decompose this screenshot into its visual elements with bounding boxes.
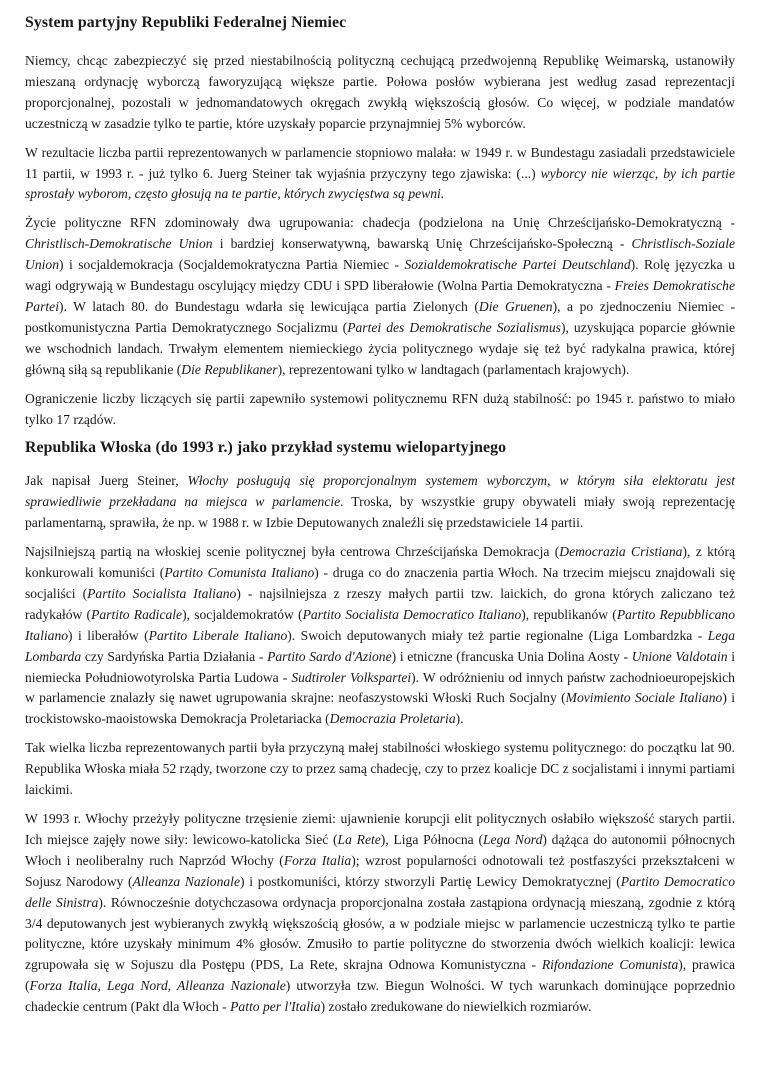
heading-system-partyjny-rfn <box>25 13 735 33</box>
text-run: Partito Comunista Italiano <box>164 565 315 581</box>
para-liczba-partii-bundestag <box>25 143 735 206</box>
text-run: W 1993 r. Włochy przeżyły polityczne trzęsienie ziemi: ujawnienie korupcji elit politycznych osłabiło większość starych partii. Ich miejsce zajęły nowe siły: lewicowo-katolicka Sieć ( <box>25 811 735 847</box>
text-run: Partito Radicale <box>91 606 183 622</box>
para-system-proporcjonalny <box>25 471 735 534</box>
text-run: Freies Demokratische Partei <box>25 278 735 314</box>
text-run: Partei des Demokratische Sozialismus <box>347 319 561 335</box>
text-run: Die Republikaner <box>181 361 278 377</box>
text-run: ). Rolę języczka u wagi odgrywają w Bundestagu oscylujący między CDU i SPD liberałowie (Wolna Partia Demokratyczna - <box>25 257 735 294</box>
text-run: Włochy posługują się proporcjonalnym systemem wyborczym, w którym siła elektoratu jest sprawiedliwie przekładana na miejsca w parlamencie. <box>25 473 735 510</box>
text-run: Christlisch-Demokratische Union <box>25 236 213 252</box>
text-run: ), uzyskująca poparcie głównie we wschodnich landach. Trwałym elementem niemieckiego życia politycznego wydaje się też być radykalna prawica, której główną siłą są republikanie ( <box>25 319 736 377</box>
text-run: ) utworzyła tzw. Biegun Wolności. W tych warunkach dominujące poprzednio chadeckie centrum (Pakt dla Włoch - <box>25 978 735 1015</box>
text-run: Die Gruenen <box>478 298 553 314</box>
text-run: ) - najsilniejsza z rzeszy małych partii tzw. laickich, do grona których zaliczano też radykałów ( <box>25 585 735 622</box>
text-run: czy Sardyńska Partia Działania - <box>81 648 268 664</box>
document-body <box>25 13 735 1018</box>
text-run: ) dążąca do autonomii północnych Włoch i neoliberalny ruch Naprzód Włochy ( <box>25 831 736 868</box>
text-run: Democrazia Proletaria <box>329 711 456 727</box>
text-run: W rezultacie liczba partii reprezentowanych w parlamencie stopniowo malała: w 1949 r. w Bundestagu zasiadali przedstawiciele 11 partii, w 1993 r. - już tylko 6. Juerg Steiner tak wyjaśnia przyczyny tego zjawiska: (...) <box>25 144 735 181</box>
text-run: Forza Italia <box>283 852 352 868</box>
text-run: Partito Socialista Italiano <box>87 585 237 601</box>
text-run: ), reprezentowani tylko w landtagach (parlamentach krajowych). <box>277 361 630 377</box>
text-run: wyborcy nie wierząc, by ich partie sprostały wyborom, często głosują na te partie, których zwycięstwa są pewni. <box>25 165 735 202</box>
text-run: Movimiento Sociale Italiano <box>565 690 723 706</box>
text-run: ). <box>455 711 464 727</box>
para-stabilnosc-rfn <box>25 389 735 431</box>
text-run: Ograniczenie liczby liczących się partii zapewniło systemowi politycznemu RFN dużą stabilność: po 1945 r. państwo to miało tylko 17 rządów. <box>25 390 735 427</box>
text-run: ) i liberałów ( <box>68 627 149 643</box>
text-run: Niemcy, chcąc zabezpieczyć się przed niestabilnością polityczną cechującą przedwojenną Republikę Weimarską, ustanowiły mieszaną ordynację wyborczą faworyzującą większe partie. Połowa posłów wybierana jest według zasad reprezentacji proporcjonalnej, pozostali w jednomandatowych okręgach zwykłą większością głosów. Co więcej, w podziale mandatów uczestniczą w zasadzie tylko te partie, które uzyskały poparcie przynajmniej 5% wyborców. <box>25 53 735 131</box>
text-run: ). W odróżnieniu od innych państw zachodnioeuropejskich w parlamencie znalazły się nawet ugrupowania skrajne: neofaszystowski Włoski Ruch Socjalny ( <box>25 669 735 706</box>
para-trzesienie-1993 <box>25 809 735 1018</box>
text-run: Partito Liberale Italiano <box>148 627 288 643</box>
text-run: System partyjny Republiki Federalnej Niemiec <box>25 14 347 31</box>
text-run: Lega Lombarda <box>25 627 735 664</box>
text-run: ). Równocześnie dotychczasowa ordynacja proporcjonalna została zastąpiona ordynacją mieszaną, zgodnie z którą 3/4 deputowanych jest wybieranych zwykłą większością głosów, a w podziale miejsc w parlamencie uczestniczą tylko te partie polityczne, które uzyskały minimum 4% głosów. Zmusiło to partie polityczne do stworzenia dwóch wielkich koalicji: lewica zgrupowała się w Sojuszu dla Postępu (PDS, La Rete, skrajna Odnowa Komunistyczna - <box>25 894 735 973</box>
text-run: ) i postkomuniści, którzy stworzyli Partię Lewicy Demokratycznej ( <box>240 873 621 889</box>
text-run: i niemiecka Południowotyrolska Partia Ludowa - <box>25 648 735 685</box>
text-run: ), prawica ( <box>25 957 735 994</box>
text-run: Partito Sardo d'Azione <box>267 648 392 664</box>
text-run: ). Swoich deputowanych miały też partie regionalne (Liga Lombardzka - <box>287 627 708 643</box>
heading-republika-wloska <box>25 438 735 458</box>
text-run: ) - druga co do znaczenia partia Włoch. Na trzecim miejscu znajdowali się socjaliści ( <box>25 565 735 601</box>
text-run: Republika Włoska (do 1993 r.) jako przykład systemu wielopartyjnego <box>25 439 507 457</box>
text-run: Partito Socialista Democratico Italiano <box>302 606 522 622</box>
text-run: ) zostało zredukowane do niewielkich rozmiarów. <box>320 999 592 1015</box>
text-run: ), republikanów ( <box>521 606 617 622</box>
text-run: ), z którą konkurowali komuniści ( <box>25 544 736 581</box>
text-run: Patto per l'Italia <box>230 999 321 1015</box>
text-run: ), a po zjednoczeniu Niemiec - postkomunistyczna Partia Demokratycznego Socjalizmu ( <box>25 298 736 335</box>
para-partie-wloskie <box>25 542 735 730</box>
para-ugrupowania-rfn <box>25 213 735 380</box>
text-run: ), Liga Północna ( <box>380 831 483 847</box>
text-run: Najsilniejszą partią na włoskiej scenie politycznej była centrowa Chrześcijańska Demokracja ( <box>25 544 560 560</box>
text-run: Democrazia Cristiana <box>559 544 683 560</box>
text-run: Życie polityczne RFN zdominowały dwa ugrupowania: chadecja (podzielona na Unię Chrześcijańsko-Demokratyczną - <box>25 215 735 231</box>
text-run: ). W latach 80. do Bundestagu wdarła się lewicująca partia Zielonych ( <box>58 298 479 314</box>
text-run: Tak wielka liczba reprezentowanych partii była przyczyną małej stabilności włoskiego systemu politycznego: do początku lat 90. Republika Włoska miała 52 rządy, tworzone czy to przez samą chadecję, czy to przez koalicje DC z socjalistami i innymi partiami laickimi. <box>25 740 735 798</box>
text-run: ) i socjaldemokracja (Socjaldemokratyczna Partia Niemiec - <box>58 257 405 273</box>
text-run: La Rete <box>337 831 381 847</box>
text-run: i bardziej konserwatywną, bawarską Unię Chrześcijańsko-Społeczną - <box>212 236 632 252</box>
text-run: Alleanza Nazionale <box>132 873 240 889</box>
text-run: Lega Nord <box>483 831 543 847</box>
text-run: Jak napisał Juerg Steiner, <box>25 473 188 489</box>
text-run: ) i etniczne (francuska Unia Dolina Aosty - <box>391 648 632 664</box>
text-run: Forza Italia, Lega Nord, Alleanza Nazionale <box>29 978 286 994</box>
text-run: ), socjaldemokratów ( <box>182 606 303 622</box>
text-run: Rifondazione Comunista <box>541 957 679 973</box>
para-stabilnosc-wloska <box>25 738 735 801</box>
text-run: Partito Democratico delle Sinistra <box>25 873 735 910</box>
text-run: Sudtiroler Volkspartei <box>291 669 412 685</box>
para-ordynacja-wyborcza-rfn <box>25 51 735 135</box>
text-run: ) i trockistowsko-maoistowska Demokracja Proletariacka ( <box>25 690 736 727</box>
text-run: Christlisch-Soziale Union <box>25 236 736 273</box>
text-run: Sozialdemokratische Partei Deutschland <box>404 257 631 273</box>
text-run: Unione Valdotain <box>631 648 728 664</box>
text-run: Partito Repubblicano Italiano <box>25 606 736 643</box>
text-run: ); wzrost popularności odnotowali też postfaszyści przekształceni w Sojusz Narodowy ( <box>25 852 736 889</box>
text-run: Troska, by wszystkie grupy obywateli miały swoją reprezentację parlamentarną, sprawiła, że np. w 1988 r. w Izbie Deputowanych znaleźli się przedstawiciele 14 partii. <box>25 494 735 531</box>
